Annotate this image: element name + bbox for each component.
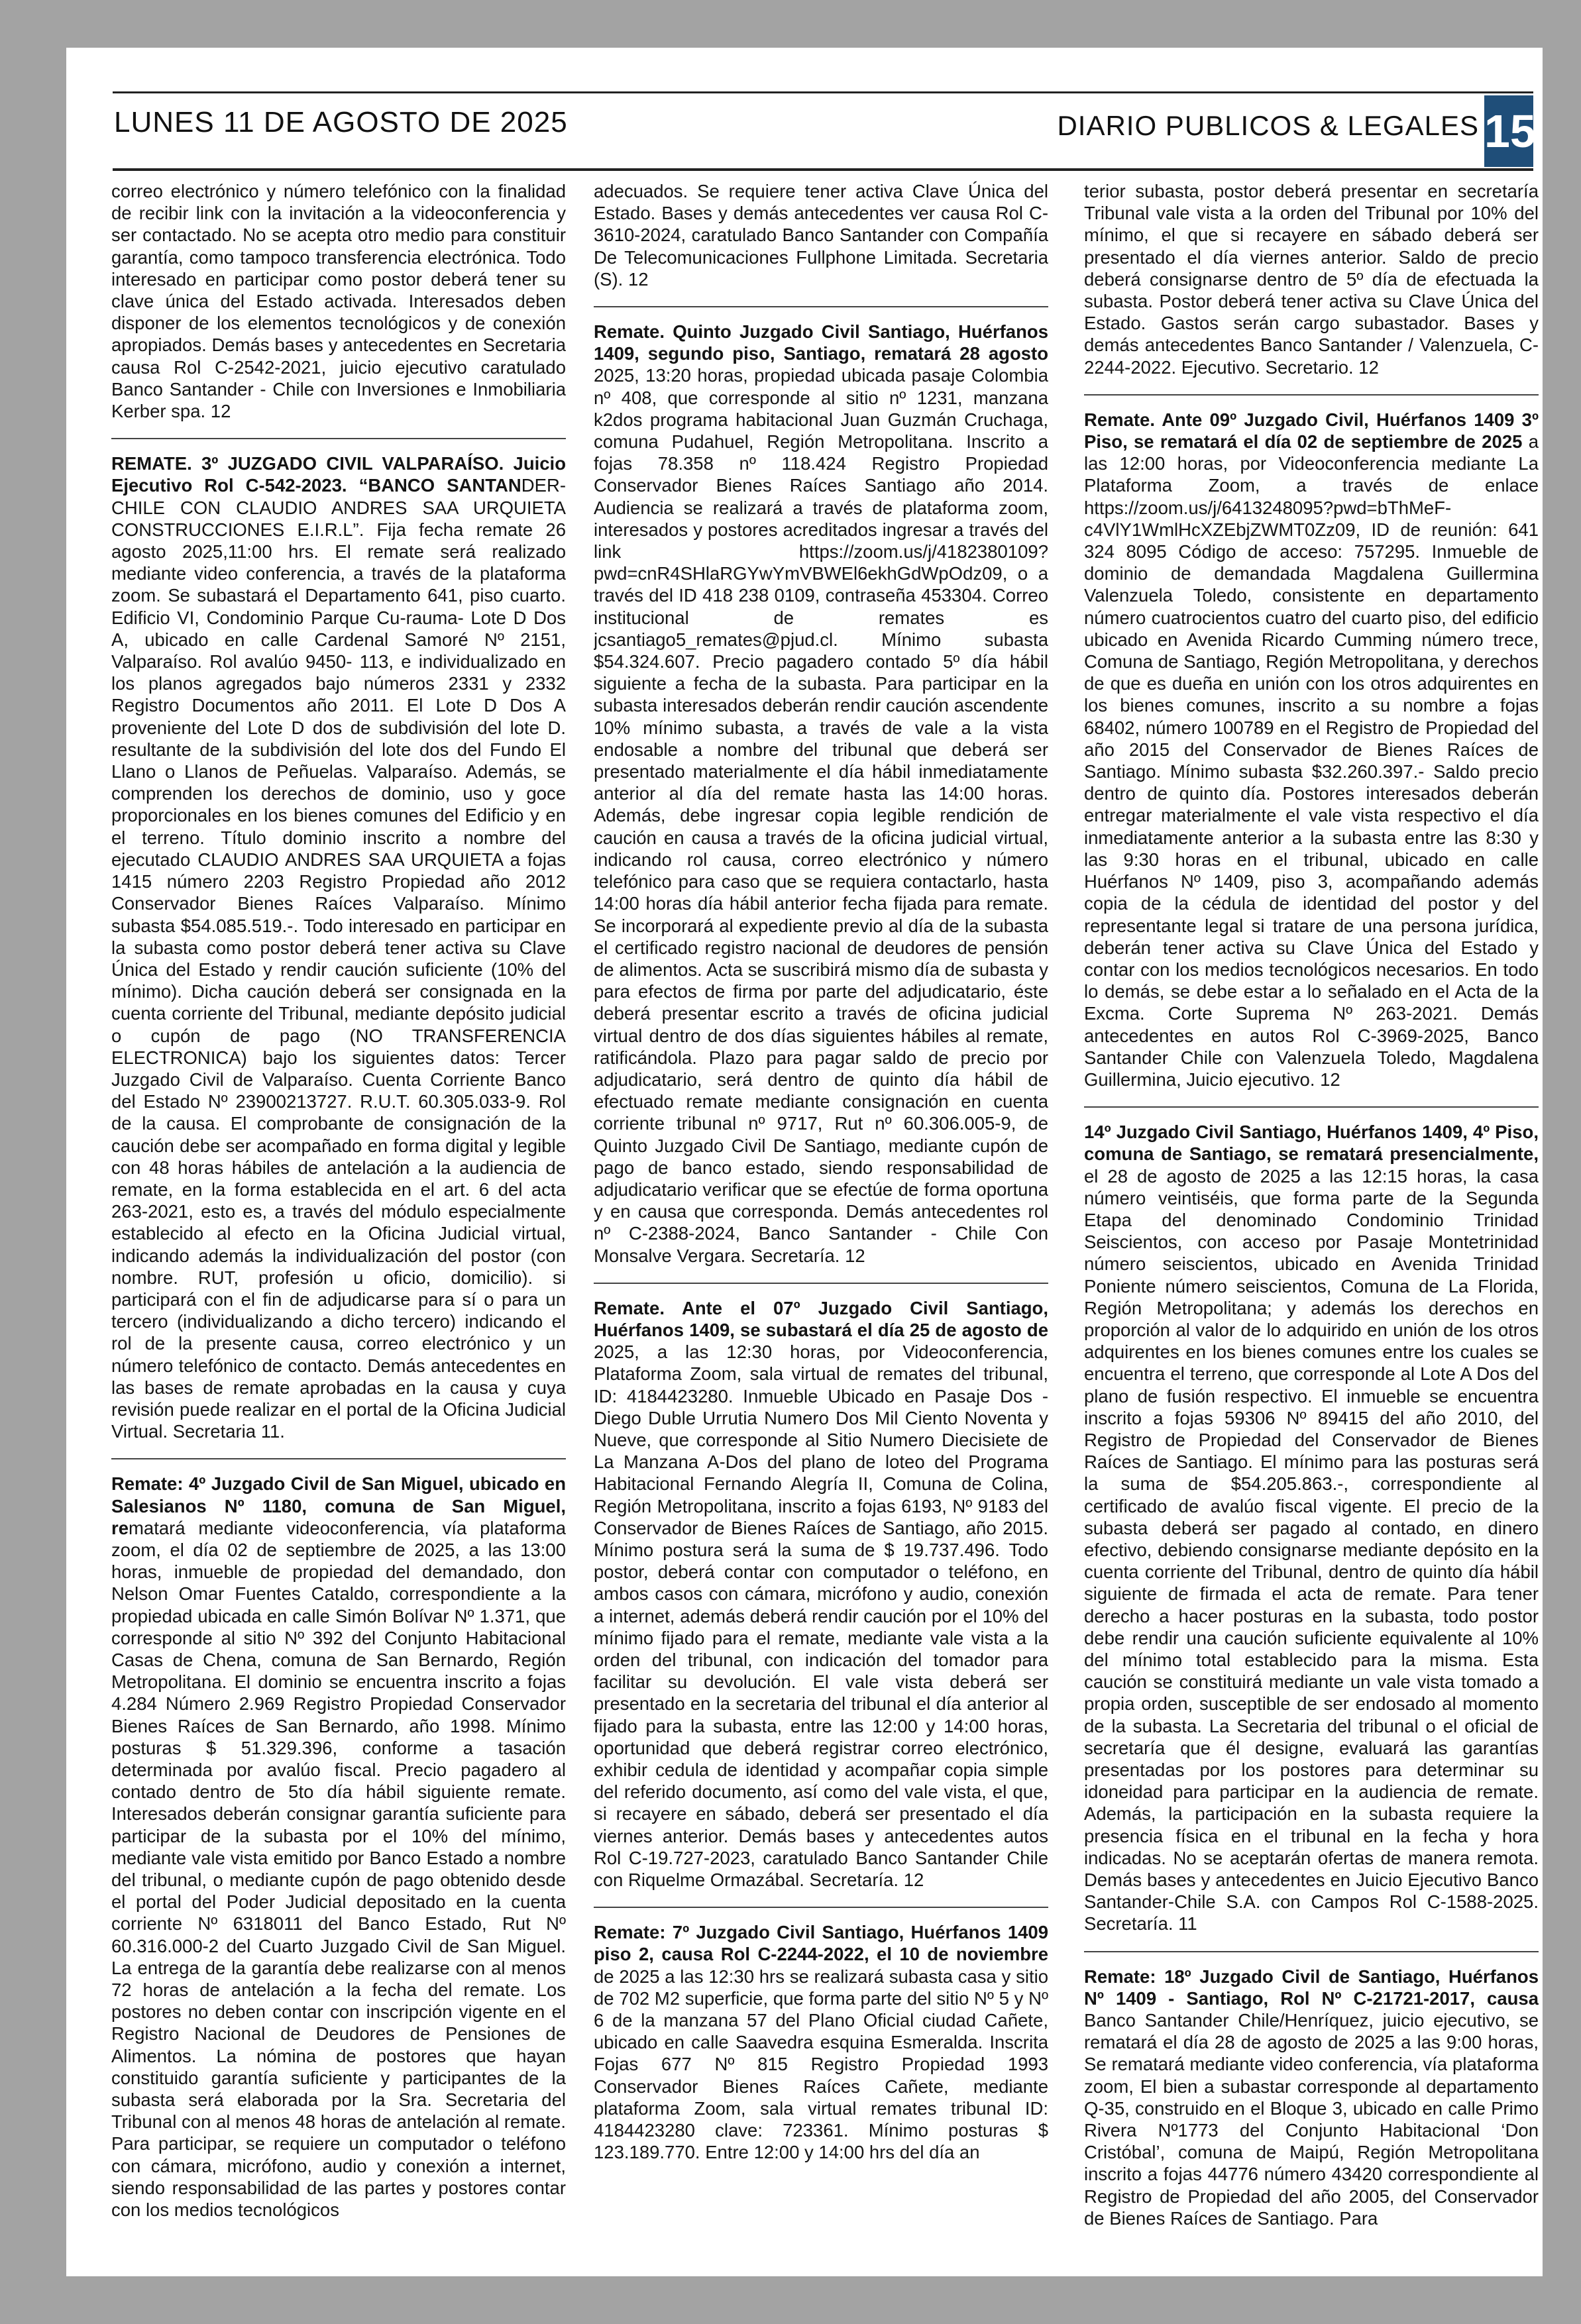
notice-heading: Remate. Quinto Juzgado Civil Santiago, Huérfanos 1409, segundo piso, Santiago, rematará 28 agosto — [594, 321, 1048, 364]
notice — [111, 1458, 566, 2227]
notice — [111, 180, 566, 429]
notice-body: adecuados. Se requiere tener activa Clave Única del Estado. Bases y demás antecedentes ver causa Rol C-3610-2024, caratulado Banco Santander con Compañía De Telecomunicaciones Fullphone Limitada. Secretaria (S). 12 — [594, 181, 1048, 290]
notice-heading: Remate: 18º Juzgado Civil de Santiago, Huérfanos Nº 1409 - Santiago, Rol Nº C-21721-2017, causa — [1084, 1966, 1539, 2009]
notice-body: a las 12:00 horas, por Videoconferencia mediante La Plataforma Zoom, a través de enlace https://zoom.us/j/6413248095?pwd=bThMeF-c4VlY1WmlHcXZEbjZWMT0Zz09, ID de reunión: 641 324 8095 Código de acceso: 757295. Inmueble de dominio de demandada Magdalena Guillermina Valenzuela Toledo, consistente en departamento número cuatrocientos cuatro del cuarto piso, del edificio ubicado en Avenida Ricardo Cumming número trece, Comuna de Santiago, Región Metropolitana, y derechos de que es dueña en unión con los otros adquirentes en los bienes comunes, inscrito a su nombre a fojas 68402, número 100789 en el Registro de Propiedad del año 2015 del Conservador de Bienes Raíces de Santiago. Mínimo subasta $32.260.397.- Saldo precio dentro de quinto día. Postores interesados deberán entregar materialmente el vale vista respectivo el día inmediatamente anterior a la subasta entre las 8:30 y las 9:30 horas en el tribunal, ubicado en calle Huérfanos Nº 1409, piso 3, acompañando además copia de la cédula de identidad del postor y del representante legal si tratare de una persona jurídica, deberán tener activa su Clave Única del Estado y contar con los medios tecnológicos necesarios. En todo lo demás, se debe estar a lo señalado en el Acta de la Excma. Corte Suprema Nº 263-2021. Demás antecedentes en autos Rol C-3969-2025, Banco Santander Chile con Valenzuela Toledo, Magdalena Guillermina, Juicio ejecutivo. 12 — [1084, 431, 1539, 1090]
column-2 — [594, 180, 1048, 2260]
header-top-rule — [113, 91, 1533, 93]
header-bottom-rule — [113, 168, 1533, 171]
notice-body: el 28 de agosto de 2025 a las 12:15 horas, la casa número veintiséis, que forma parte de la Segunda Etapa del denominado Condominio Trinidad Seiscientos, con acceso por Pasaje Montetrinidad número seiscientos, ubicado en Avenida Trinidad Poniente número seiscientos, Comuna de La Florida, Región Metropolitana; y además los derechos en proporción al valor de lo adquirido en unión de los otros adquirentes en los bienes comunes entre los cuales se encuentra el terreno, que corresponde al Lote A Dos del plano de fusión respectivo. El inmueble se encuentra inscrito a fojas 59306 Nº 89415 del año 2010, del Registro de Propiedad del Conservador de Bienes Raíces de Santiago. El mínimo para las posturas será la suma de $54.205.863.-, correspondiente al certificado de avalúo fiscal vigente. El precio de la subasta deberá ser pagado al contado, en dinero efectivo, debiendo consignarse mediante depósito en la cuenta corriente del Tribunal, dentro de quinto día hábil siguiente de firmada el acta de remate. Para tener derecho a hacer posturas en la subasta, todo postor debe rendir una caución suficiente equivalente al 10% del mínimo total establecido para la misma. Esta caución se constituirá mediante un vale vista tomado a propia orden, susceptible de ser endosado al momento de la subasta. La Secretaria del tribunal o el oficial de secretaría que él designe, evaluará las garantías presentadas por los postores para determinar su idoneidad para participar en la audiencia de remate. Además, la participación en la subasta requiere la presencia física en el tribunal en la fecha y hora indicadas. No se aceptarán ofertas de manera remota. Demás bases y antecedentes en Juicio Ejecutivo Banco Santander-Chile S.A. con Campos Rol C-1588-2025. Secretaría. 11 — [1084, 1165, 1539, 1934]
notice-body: terior subasta, postor deberá presentar en secretaría Tribunal vale vista a la orden del Tribunal por 10% del mínimo, el que si recayere en sábado deberá ser presentado el día viernes anterior. Saldo de precio deberá consignarse dentro de 5º día de efectuada la subasta. Postor deberá tener activa su Clave Única del Estado. Gastos serán cargo subastador. Bases y demás antecedentes Banco Santander / Valenzuela, C-2244-2022. Ejecutivo. Secretario. 12 — [1084, 181, 1539, 378]
page-number-badge: 15 — [1484, 95, 1533, 167]
notice-body: 2025, a las 12:30 horas, por Videoconferencia, Plataforma Zoom, sala virtual de remates del tribunal, ID: 4184423280. Inmueble Ubicado en Pasaje Dos - Diego Duble Urrutia Numero Dos Mil Ciento Noventa y Nueve, que corresponde al Sitio Numero Diecisiete de La Manzana A-Dos del plano de loteo del Programa Habitacional Fernando Alegría II, Comuna de Colina, Región Metropolitana, inscrito a fojas 6193, Nº 9183 del Conservador de Bienes Raíces de Santiago, año 2015. Mínimo postura será la suma de $ 19.737.496. Todo postor, deberá contar con computador o teléfono, en ambos casos con cámara, micrófono y audio, conexión a internet, además deberá rendir caución por el 10% del mínimo fijado para el remate, mediante vale vista a la orden del tribunal, con indicación del tomador para facilitar su devolución. El vale vista deberá ser presentado en la secretaria del tribunal el día anterior al fijado para la subasta, entre las 12:00 y 14:00 horas, oportunidad que deberá registrar correo electrónico, exhibir cedula de identidad y acompañar copia simple del referido documento, así como del vale vista, el que, si recayere en sábado, deberá ser presentado el día viernes anterior. Demás bases y antecedentes autos Rol C-19.727-2023, caratulado Banco Santander Chile con Riquelme Ormazábal. Secretaría. 12 — [594, 1342, 1048, 1891]
column-1 — [111, 180, 566, 2260]
notice — [1084, 180, 1539, 385]
notice — [1084, 1106, 1539, 1942]
notice-heading: Remate. Ante 09º Juzgado Civil, Huérfanos 1409 3º Piso, se rematará el día 02 de septiembre de 2025 — [1084, 409, 1539, 452]
notice — [594, 1283, 1048, 1897]
notice — [594, 1907, 1048, 2170]
notice-heading: Remate. Ante el 07º Juzgado Civil Santiago, Huérfanos 1409, se subastará el día 25 de agosto de — [594, 1297, 1048, 1340]
notice — [1084, 394, 1539, 1097]
notice — [594, 306, 1048, 1273]
notice — [111, 438, 566, 1449]
column-3 — [1084, 180, 1539, 2260]
newspaper-page — [66, 48, 1543, 2276]
section-title: DIARIO PUBLICOS & LEGALES — [1057, 110, 1479, 141]
page-header — [66, 87, 1543, 172]
notice — [1084, 1951, 1539, 2236]
notice-heading: 14º Juzgado Civil Santiago, Huérfanos 1409, 4º Piso, comuna de Santiago, se rematará presencialmente, — [1084, 1122, 1539, 1165]
notice-body: Banco Santander Chile/Henríquez, juicio ejecutivo, se rematará el día 28 de agosto de 2025 a las 9:00 horas, Se rematará mediante video conferencia, vía plataforma zoom, El bien a subastar corresponde al departamento Q-35, construido en el Bloque 3, ubicado en calle Primo Rivera Nº1773 del Conjunto Habitacional ‘Don Cristóbal’, comuna de Maipú, Región Metropolitana inscrito a fojas 44776 número 43420 correspondiente al Registro de Propiedad del año 2005, del Conservador de Bienes Raíces de Santiago. Para — [1084, 2010, 1539, 2229]
notice-heading: Remate: 7º Juzgado Civil Santiago, Huérfanos 1409 piso 2, causa Rol C-2244-2022, el 10 de noviembre — [594, 1922, 1048, 1965]
notice-body: 2025, 13:20 horas, propiedad ubicada pasaje Colombia nº 408, que corresponde al sitio nº 1231, manzana k2dos programa habitacional Juan Guzmán Cruchaga, comuna Pudahuel, Región Metropolitana. Inscrito a fojas 78.358 nº 118.424 Registro Propiedad Conservador Bienes Raíces Santiago año 2014. Audiencia se realizará a través de plataforma zoom, interesados y postores acreditados ingresar a través del link https://zoom.us/j/4182380109?pwd=cnR4SHlaRGYwYmVBWEl6ekhGdWpOdz09, o a través del ID 418 238 0109, contraseña 453304. Correo institucional de remates es jcsantiago5_remates@pjud.cl. Mínimo subasta $54.324.607. Precio pagadero contado 5º día hábil siguiente a fecha de la subasta. Para participar en la subasta interesados deberán rendir caución ascendente 10% mínimo subasta, a través de vale a la vista endosable a nombre del tribunal que deberá ser presentado materialmente el día hábil inmediatamente anterior al día del remate hasta las 14:00 horas. Además, debe ingresar copia legible rendición de caución en causa a través de la oficina judicial virtual, indicando rol causa, correo electrónico y número telefónico para caso que se requiera contactarlo, hasta 14:00 horas día hábil anterior fecha fijada para remate. Se incorporará al expediente previo al día de la subasta el certificado registro nacional de deudores de pensión de alimentos. Acta se suscribirá mismo día de subasta y para efectos de firma por parte del adjudicatario, éste deberá presentar escrito a través de oficina judicial virtual dentro de dos días siguientes hábiles al remate, ratificándola. Plazo para pagar saldo de precio por adjudicatario, será dentro de quinto día hábil de efectuado remate mediante consignación en cuenta corriente tribunal nº 9717, Rut nº 60.306.005-9, de Quinto Juzgado Civil De Santiago, mediante cupón de pago de banco estado, siendo responsabilidad de adjudicatario verificar que se efectúe de forma oportuna y en causa que corresponda. Demás antecedentes rol nº C-2388-2024, Banco Santander - Chile Con Monsalve Vergara. Secretaría. 12 — [594, 365, 1048, 1266]
notice-body: de 2025 a las 12:30 hrs se realizará subasta casa y sitio de 702 M2 superficie, que forma parte del sitio Nº 5 y Nº 6 de la manzana 57 del Plano Oficial ciudad Cañete, ubicado en calle Saavedra esquina Esmeralda. Inscrita Fojas 677 Nº 815 Registro Propiedad 1993 Conservador Bienes Raíces Cañete, mediante plataforma Zoom, sala virtual remates tribunal ID: 4184423280 clave: 723361. Mínimo posturas $ 123.189.770. Entre 12:00 y 14:00 hrs del día an — [594, 1966, 1048, 2163]
issue-date: LUNES 11 DE AGOSTO DE 2025 — [114, 106, 568, 138]
notice-heading: REMATE. 3º JUZGADO CIVIL VALPARAÍSO. Juicio Ejecutivo Rol C-542-2023. “BANCO SANTAN — [111, 453, 566, 496]
notice — [594, 180, 1048, 297]
notice-body: DER-CHILE CON CLAUDIO ANDRES SAA URQUIETA CONSTRUCCIONES E.I.R.L”. Fija fecha remate 26 agosto 2025,11:00 hrs. El remate será realizado mediante video conferencia, a través de la plataforma zoom. Se subastará el Departamento 641, piso cuarto. Edificio VI, Condominio Parque Cu-rauma- Lote D Dos A, ubicado en calle Cardenal Samoré Nº 2151, Valparaíso. Rol avalúo 9450- 113, e individualizado en los planos agregados bajo números 2331 y 2332 Registro Documentos año 2011. El Lote D Dos A proveniente del Lote D dos de subdivisión del lote D. resultante de la subdivisión del lote dos del Fundo El Llano o Llanos de Peñuelas. Valparaíso. Además, se comprenden los derechos de dominio, uso y goce proporcionales en los bienes comunes del Edificio y en el terreno. Título dominio inscrito a nombre del ejecutado CLAUDIO ANDRES SAA URQUIETA a fojas 1415 número 2203 Registro Propiedad año 2012 Conservador Bienes Raíces Valparaíso. Mínimo subasta $54.085.519.-. Todo interesado en participar en la subasta como postor deberá tener activa su Clave Única del Estado y rendir caución suficiente (10% del mínimo). Dicha caución deberá ser consignada en la cuenta corriente del Tribunal, mediante depósito judicial o cupón de pago (NO TRANSFERENCIA ELECTRONICA) bajo los siguientes datos: Tercer Juzgado Civil de Valparaíso. Cuenta Corriente Banco del Estado Nº 23900213727. R.U.T. 60.305.033-9. Rol de la causa. El comprobante de consignación de la caución debe ser acompañado en forma digital y legible con 48 horas hábiles de antelación a la audiencia de remate, en la forma establecida en el art. 6 del acta 263-2021, esto es, a través del módulo especialmente establecido al efecto en la Oficina Judicial virtual, indicando además la individualización del postor (con nombre. RUT, profesión u oficio, domicilio). si participará con el fin de adjudicarse para sí o para un tercero (individualizando a dicho tercero) indicando el rol de la presente causa, correo electrónico y un número telefónico de contacto. Demás antecedentes en las bases de remate aprobadas en la causa y cuya revisión puede realizar en el portal de la Oficina Judicial Virtual. Secretaria 11. — [111, 475, 566, 1442]
notice-heading: Remate: 4º Juzgado Civil de San Miguel, ubicado en Salesianos Nº 1180, comuna de San Miguel, re — [111, 1473, 566, 1538]
notice-body: matará mediante videoconferencia, vía plataforma zoom, el día 02 de septiembre de 2025, a las 13:00 horas, inmueble de propiedad del demandado, don Nelson Omar Fuentes Cataldo, correspondiente a la propiedad ubicada en calle Simón Bolívar Nº 1.371, que corresponde al sitio Nº 392 del Conjunto Habitacional Casas de Chena, comuna de San Bernardo, Región Metropolitana. El dominio se encuentra inscrito a fojas 4.284 Número 2.969 Registro Propiedad Conservador Bienes Raíces de San Bernardo, año 1998. Mínimo posturas $ 51.329.396, conforme a tasación determinada por avalúo fiscal. Precio pagadero al contado dentro de 5to día hábil siguiente remate. Interesados deberán consignar garantía suficiente para participar de la subasta por el 10% del mínimo, mediante vale vista emitido por Banco Estado a nombre del tribunal, o mediante cupón de pago obtenido desde el portal del Poder Judicial depositado en la cuenta corriente Nº 6318011 del Banco Estado, Rut Nº 60.316.000-2 del Cuarto Juzgado Civil de San Miguel. La entrega de la garantía debe realizarse con al menos 72 horas de antelación a la fecha del remate. Los postores no deben contar con inscripción vigente en el Registro Nacional de Deudores de Pensiones de Alimentos. La nómina de postores que hayan constituido garantía suficiente y participantes de la subasta será elaborada por la Sra. Secretaria del Tribunal con al menos 48 horas de antelación al remate. Para participar, se requiere un computador o teléfono con cámara, micrófono, audio y conexión a internet, siendo responsabilidad de las partes y postores contar con los medios tecnológicos — [111, 1517, 566, 2221]
notice-body: correo electrónico y número telefónico con la finalidad de recibir link con la invitación a la videoconferencia y ser contactado. No se acepta otro medio para constituir garantía, como tampoco transferencia electrónica. Todo interesado en participar como postor deberá tener su clave única del Estado activada. Interesados deben disponer de los elementos tecnológicos y de conexión apropiados. Demás bases y antecedentes en Secretaria causa Rol C-2542-2021, juicio ejecutivo caratulado Banco Santander - Chile con Inversiones e Inmobiliaria Kerber spa. 12 — [111, 181, 566, 422]
